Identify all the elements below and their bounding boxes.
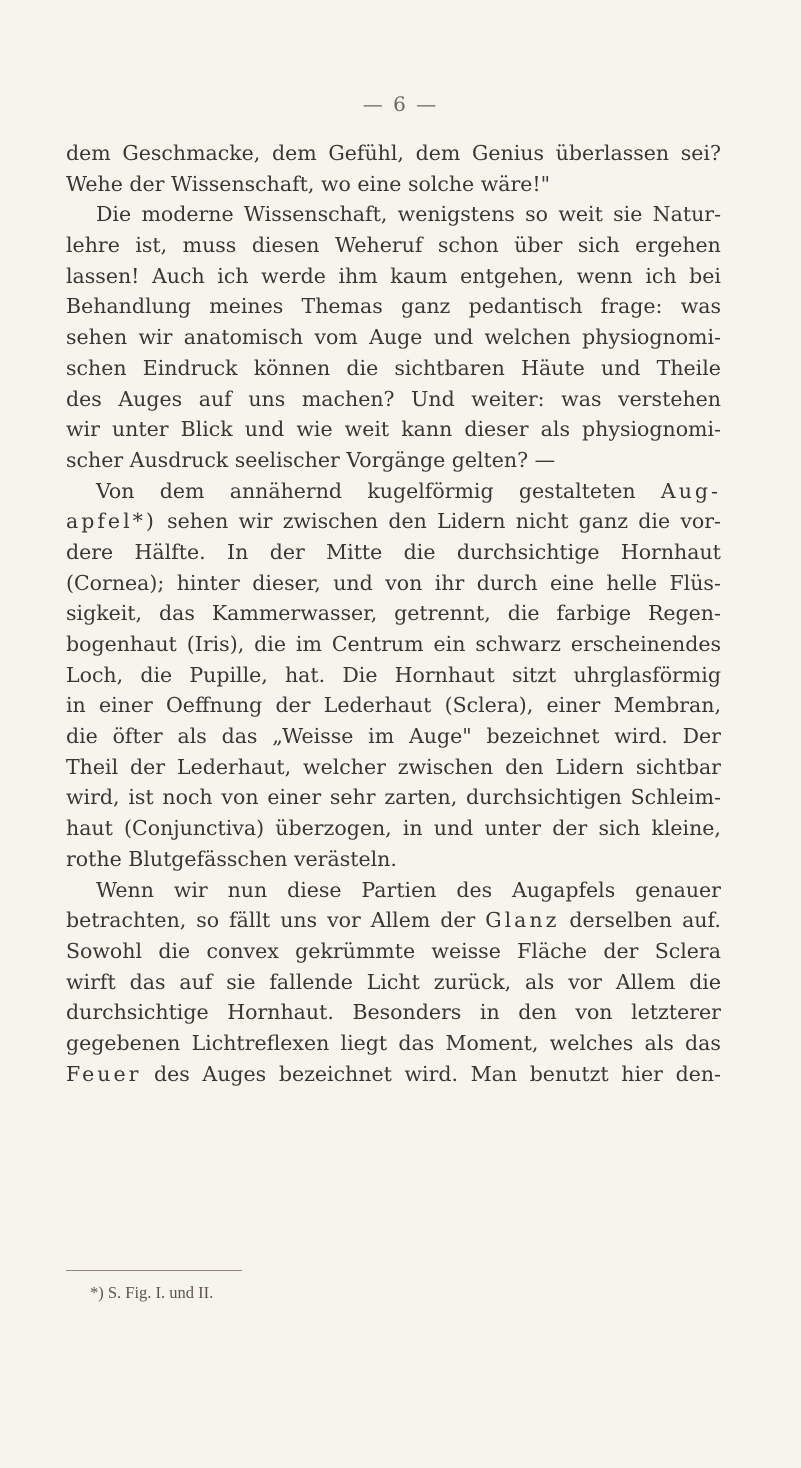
text-line: (Cornea); hinter dieser, und von ihr durch eine helle Flüs- [66,570,721,595]
text-line: Theil der Lederhaut, welcher zwischen den Lidern sichtbar [66,754,721,779]
text-line: dem Geschmacke, dem Gefühl, dem Genius überlassen sei? [66,141,721,165]
text-line: bogenhaut (Iris), die im Centrum ein schwarz erscheinendes [66,632,721,656]
text-line: Die moderne Wissenschaft, wenigstens so weit sie Natur- [96,202,721,227]
text-line: Feuer des Auges bezeichnet wird. Man benutzt hier den- [66,1061,721,1086]
text-line: rothe Blutgefässchen verästeln. [66,846,397,871]
text-line: Sowohl die convex gekrümmte weisse Fläche der Sclera [66,938,721,963]
page-number: — 6 — [362,92,439,116]
text-line: wir unter Blick und wie weit kann dieser als physiognomi- [66,417,721,442]
text-line: Wehe der Wissenschaft, wo eine solche wäre!" [66,171,551,196]
footnote: *) S. Fig. I. und II. [90,1283,214,1302]
text-line: sehen wir anatomisch vom Auge und welchen physiognomi- [66,325,721,350]
text-line: durchsichtige Hornhaut. Besonders in den von letzterer [66,1000,721,1025]
text-line: apfel*) sehen wir zwischen den Lidern nicht ganz die vor- [66,509,721,534]
text-line: wird, ist noch von einer sehr zarten, durchsichtigen Schleim- [66,785,721,810]
text-line: dere Hälfte. In der Mitte die durchsichtige Hornhaut [66,539,721,564]
text-line: die öfter als das „Weisse im Auge" bezeichnet wird. Der [66,724,721,749]
text-line: scher Ausdruck seelischer Vorgänge gelten? — [66,447,556,472]
text-line: des Auges auf uns machen? Und weiter: was verstehen [66,386,721,411]
text-line: lassen! Auch ich werde ihm kaum entgehen, wenn ich bei [66,263,721,288]
text-line: gegebenen Lichtreflexen liegt das Moment, welches als das [66,1030,721,1055]
text-line: lehre ist, muss diesen Weheruf schon über sich ergehen [66,233,721,258]
text-line: in einer Oeffnung der Lederhaut (Sclera), einer Membran, [66,693,721,718]
footnote-divider [66,1270,242,1271]
text-line: Wenn wir nun diese Partien des Augapfels genauer [96,877,721,902]
text-line: betrachten, so fällt uns vor Allem der Glanz derselben auf. [66,908,721,933]
text-line: Loch, die Pupille, hat. Die Hornhaut sitzt uhrglasförmig [66,662,721,687]
text-line: sigkeit, das Kammerwasser, getrennt, die farbige Regen- [66,601,721,626]
text-line: Behandlung meines Themas ganz pedantisch frage: was [66,294,721,319]
text-line: Von dem annähernd kugelförmig gestalteten Aug- [96,478,721,503]
text-line: haut (Conjunctiva) überzogen, in und unter der sich kleine, [66,816,721,841]
body-text [66,138,721,1089]
text-line: wirft das auf sie fallende Licht zurück, als vor Allem die [66,969,721,994]
text-line: schen Eindruck können die sichtbaren Häute und Theile [66,355,721,380]
